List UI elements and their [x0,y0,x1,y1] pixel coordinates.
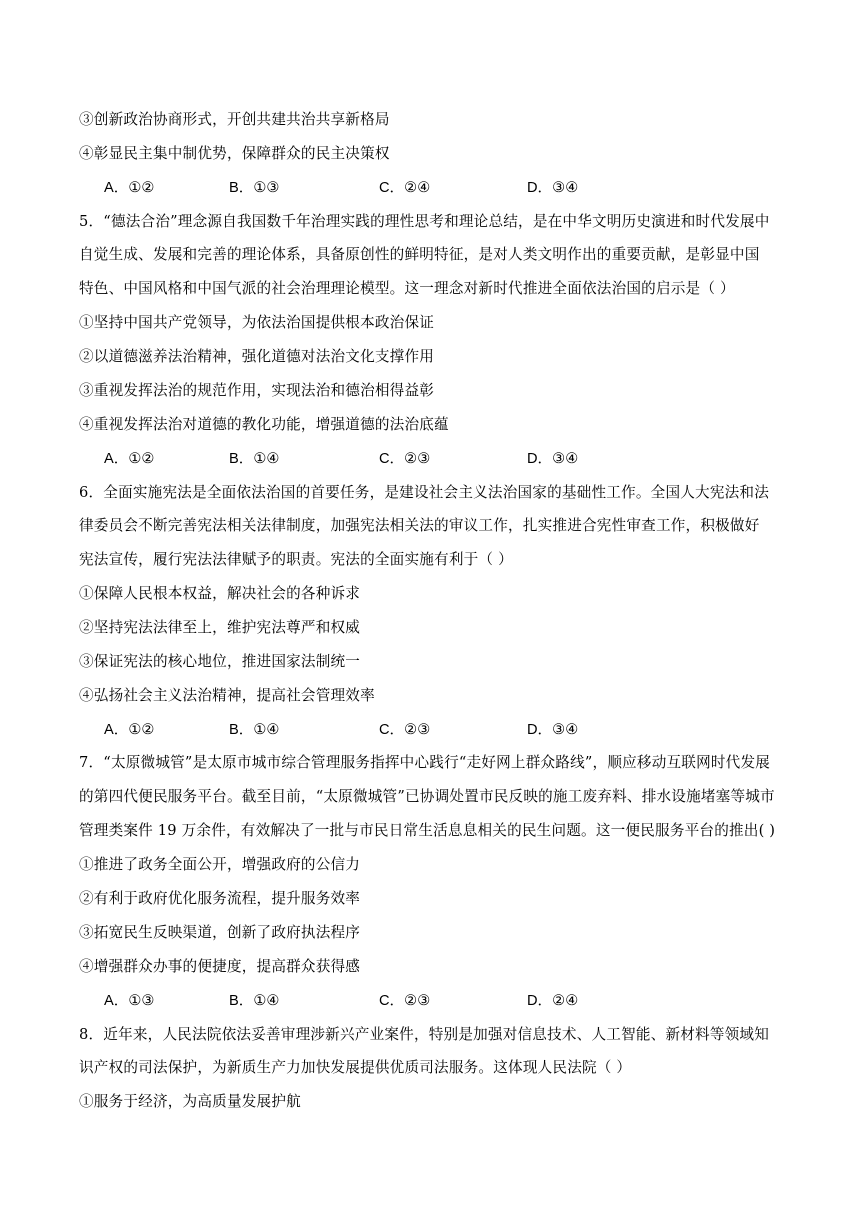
q5-option-a[interactable]: A．①② [104,450,155,467]
q5-option-c[interactable]: C．②③ [379,450,431,467]
q5-item-4: ④重视发挥法治对道德的教化功能，增强道德的法治底蕴 [79,416,449,433]
q8-stem-line-1: 8．近年来，人民法院依法妥善审理涉新兴产业案件，特别是加强对信息技术、人工智能、新材料等领域知 [79,1026,770,1043]
q4-option-a[interactable]: A．①② [104,179,155,196]
q7-item-1: ①推进了政务全面公开，增强政府的公信力 [79,856,361,873]
q8-stem-line-2: 识产权的司法保护，为新质生产力加快发展提供优质司法服务。这体现人民法院（ ） [79,1059,632,1076]
q7-option-d[interactable]: D．②④ [527,992,579,1009]
q7-option-b[interactable]: B．①④ [229,992,280,1009]
q6-item-1: ①保障人民根本权益，解决社会的各种诉求 [79,585,361,602]
q5-item-1: ①坚持中国共产党领导，为依法治国提供根本政治保证 [79,314,435,331]
q7-stem-line-1: 7．“太原微城管”是太原市城市综合管理服务指挥中心践行“走好网上群众路线”，顺应移动互联网时代发展 [79,754,771,771]
q4-item-3: ③创新政治协商形式，开创共建共治共享新格局 [79,111,390,128]
q7-stem-line-2: 的第四代便民服务平台。截至目前，“太原微城管”已协调处置市民反映的施工废弃料、排水设施堵塞等城市 [79,788,775,805]
q7-item-4: ④增强群众办事的便捷度，提高群众获得感 [79,958,361,975]
q6-item-3: ③保证宪法的核心地位，推进国家法制统一 [79,653,361,670]
q4-option-b[interactable]: B．①③ [229,179,280,196]
q7-item-2: ②有利于政府优化服务流程，提升服务效率 [79,890,361,907]
q7-stem-line-3: 管理类案件 19 万余件，有效解决了一批与市民日常生活息息相关的民生问题。这一便民服务平台的推出( ) [79,822,776,839]
q7-item-3: ③拓宽民生反映渠道，创新了政府执法程序 [79,924,361,941]
q5-stem-line-1: 5．“德法合治”理念源自我国数千年治理实践的理性思考和理论总结，是在中华文明历史演进和时代发展中 [79,213,770,230]
q7-option-c[interactable]: C．②③ [379,992,431,1009]
q6-stem-line-1: 6．全面实施宪法是全面依法治国的首要任务，是建设社会主义法治国家的基础性工作。全国人大宪法和法 [79,484,770,501]
q5-option-b[interactable]: B．①④ [229,450,280,467]
q6-option-a[interactable]: A．①② [104,721,155,738]
q7-option-a[interactable]: A．①③ [104,992,155,1009]
q5-stem-line-3: 特色、中国风格和中国气派的社会治理理论模型。这一理念对新时代推进全面依法治国的启示是（ ） [79,280,735,297]
q6-option-b[interactable]: B．①④ [229,721,280,738]
q4-option-c[interactable]: C．②④ [379,179,431,196]
q5-item-3: ③重视发挥法治的规范作用，实现法治和德治相得益彰 [79,382,435,399]
q5-item-2: ②以道德滋养法治精神，强化道德对法治文化支撑作用 [79,348,435,365]
q5-stem-line-2: 自觉生成、发展和完善的理论体系，具备原创性的鲜明特征，是对人类文明作出的重要贡献，是彰显中国 [79,246,760,263]
q4-item-4: ④彰显民主集中制优势，保障群众的民主决策权 [79,145,390,162]
q6-stem-line-2: 律委员会不断完善宪法相关法律制度，加强宪法相关法的审议工作，扎实推进合宪性审查工作，积极做好 [79,517,760,534]
q4-option-d[interactable]: D．③④ [527,179,579,196]
q8-item-1: ①服务于经济，为高质量发展护航 [79,1093,301,1110]
q6-item-4: ④弘扬社会主义法治精神，提高社会管理效率 [79,687,375,704]
q6-option-d[interactable]: D．③④ [527,721,579,738]
q6-item-2: ②坚持宪法法律至上，维护宪法尊严和权威 [79,619,361,636]
q5-option-d[interactable]: D．③④ [527,450,579,467]
q6-stem-line-3: 宪法宣传，履行宪法法律赋予的职责。宪法的全面实施有利于（ ） [79,551,513,568]
q6-option-c[interactable]: C．②③ [379,721,431,738]
